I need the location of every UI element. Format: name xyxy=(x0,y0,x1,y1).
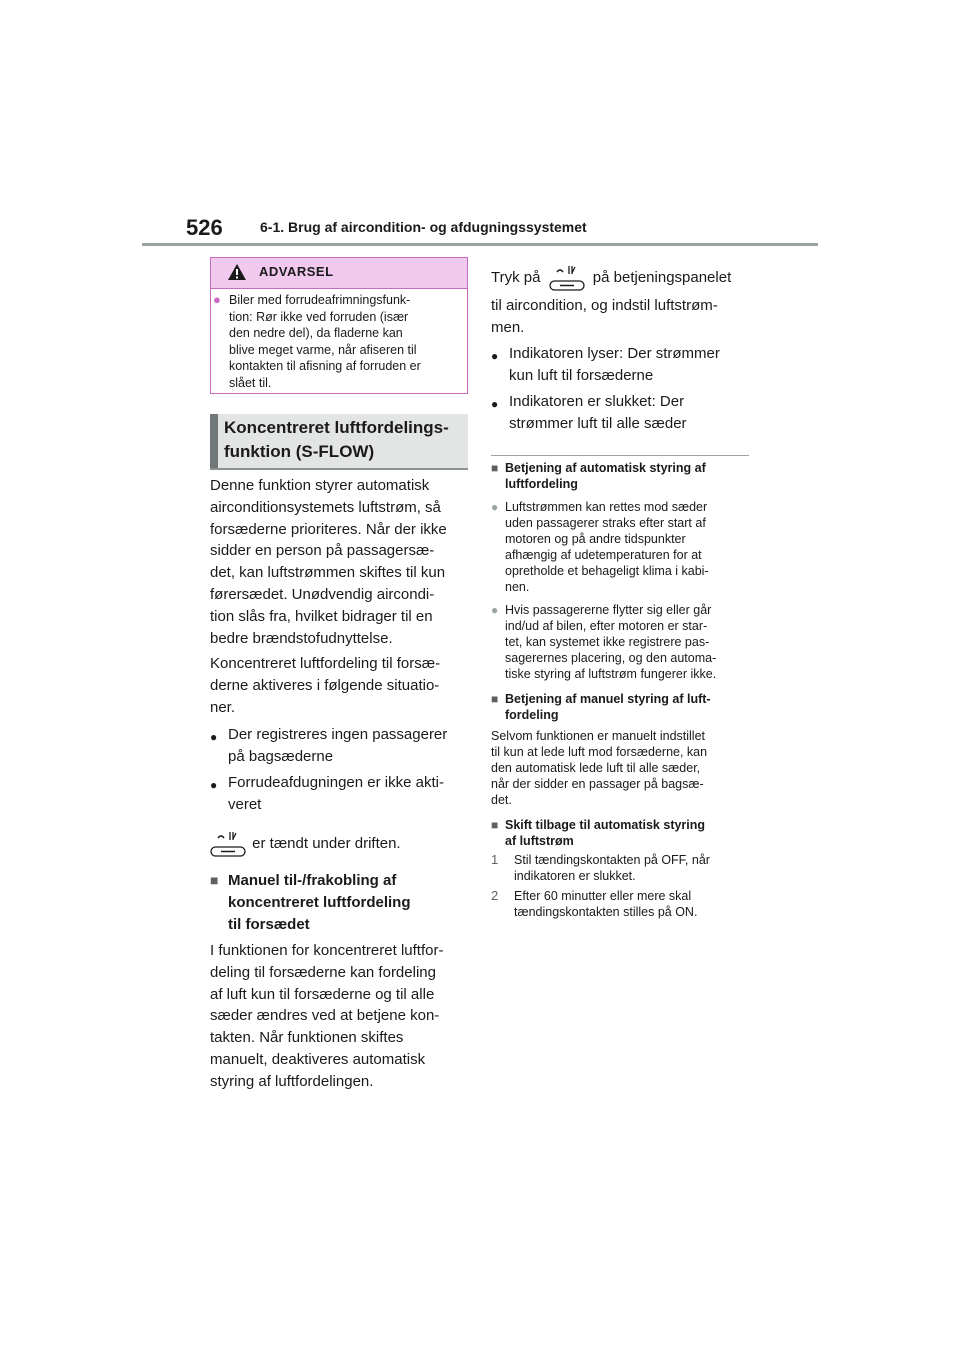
note-heading-text: Betjening af automatisk styring af luftfordeling xyxy=(505,461,706,491)
step-item xyxy=(491,888,751,920)
heading-text: Koncentreret luftfordelings- funktion (S-FLOW) xyxy=(224,418,449,461)
list-item-text: Indikatoren er slukket: Der strømmer luft til alle sæder xyxy=(509,393,687,432)
square-bullet-icon: ■ xyxy=(210,872,219,888)
note-heading xyxy=(491,817,751,849)
section-heading xyxy=(210,414,468,470)
tryk-post-text: på betjeningspanelet xyxy=(592,268,732,286)
note-item-text: Hvis passagererne flytter sig eller går ind/ud af bilen, efter motoren er star- tet, kan systemet ikke registrere pas- sagerernes placering, og den automa- tiske styring af luftstrøm fungerer ikke. xyxy=(505,603,717,681)
warning-box xyxy=(210,257,468,394)
note-heading-text: Skift tilbage til automatisk styring af luftstrøm xyxy=(505,818,706,848)
warning-triangle-icon xyxy=(227,263,247,281)
step-number: 1 xyxy=(491,852,499,867)
list-item xyxy=(210,772,470,816)
square-bullet-icon: ■ xyxy=(491,818,499,832)
bullet-dot-icon: ● xyxy=(210,730,218,744)
list-item xyxy=(491,343,751,387)
note-item xyxy=(491,602,751,682)
manual-paragraph: I funktionen for koncentreret luftfor- deling til forsæderne kan fordeling af luft kun til forsæderne og til alle sæder ændres ved at betjene kon- takten. Når funktionen skiftes manuelt, deaktiveres automatisk styring af luftfordelingen. xyxy=(210,942,444,1090)
note-item-text: Luftstrømmen kan rettes mod sæder uden passagerer straks efter start af motoren og på andre tidspunkter afhængig af udetemperaturen for at opretholde et behageligt klima i kabi- nen. xyxy=(505,500,709,594)
bullet-dot-icon: ● xyxy=(210,778,218,792)
sub-heading-text: Manuel til-/frakobling af koncentreret luftfordeling til forsædet xyxy=(228,872,411,933)
bullet-dot-icon: ● xyxy=(491,397,499,411)
warning-title: ADVARSEL xyxy=(259,264,334,279)
bullet-dot-icon: ● xyxy=(213,292,221,307)
list-item-text: Indikatoren lyser: Der strømmer kun luft til forsæderne xyxy=(509,345,720,384)
sub-heading xyxy=(210,870,470,935)
list-item xyxy=(491,391,751,435)
note-heading xyxy=(491,691,751,723)
divider xyxy=(491,455,749,456)
step-item xyxy=(491,852,751,884)
icon-line xyxy=(210,830,470,858)
list-item-text: Der registreres ingen passagerer på bagsæderne xyxy=(228,726,448,765)
step-text: Stil tændingskontakten på OFF, når indikatoren er slukket. xyxy=(514,853,710,883)
section-title: 6-1. Brug af aircondition- og afdugningssystemet xyxy=(260,219,587,235)
tryk-line xyxy=(491,264,751,292)
square-bullet-icon: ■ xyxy=(491,692,499,706)
warning-text: Biler med forrudeafrimningsfunk- tion: Rør ikke ved forruden (især den nedre del), da fladerne kan blive meget varme, når afiseren til kontakten til afisning af forruden er slået til. xyxy=(229,293,421,390)
note-heading xyxy=(491,460,751,492)
note-heading-text: Betjening af manuel styring af luft- fordeling xyxy=(505,692,711,722)
intro-paragraph: Denne funktion styrer automatisk airconditionsystemets luftstrøm, så forsæderne prioriteres. Når der ikke sidder en person på passagersæ- det, kan luftstrømmen skiftes til kun førersædet. Unødvendig aircondi- tion slås fra, hvilket bidrager til en bedre brændstofudnyttelse. xyxy=(210,477,447,647)
s-flow-button-icon xyxy=(210,830,246,858)
activation-paragraph: Koncentreret luftfordeling til forsæ- derne aktiveres i følgende situatio- ner. xyxy=(210,655,441,716)
icon-line-text: er tændt under driften. xyxy=(252,834,401,852)
step-text: Efter 60 minutter eller mere skal tændingskontakten stilles på ON. xyxy=(514,889,698,919)
list-item-text: Forrudeafdugningen er ikke akti- veret xyxy=(228,774,444,813)
note-item xyxy=(491,499,751,595)
square-bullet-icon: ■ xyxy=(491,461,499,475)
header-rule xyxy=(142,243,818,246)
bullet-dot-icon: ● xyxy=(491,603,499,617)
bullet-dot-icon: ● xyxy=(491,349,499,363)
bullet-dot-icon: ● xyxy=(491,500,499,514)
tryk-pre-text: Tryk på xyxy=(491,268,541,286)
warning-header xyxy=(211,258,467,289)
tryk-rest: til aircondition, og indstil luftstrøm- men. xyxy=(491,297,718,336)
step-number: 2 xyxy=(491,888,499,903)
s-flow-button-icon xyxy=(547,264,587,292)
note-text: Selvom funktionen er manuelt indstillet til kun at lede luft mod forsæderne, kan den automatisk lede luft til alle sæder, når der sidder en passager på bagsæ- det. xyxy=(491,729,708,807)
page-number: 526 xyxy=(186,215,223,240)
list-item xyxy=(210,724,470,768)
heading-accent xyxy=(210,414,218,468)
